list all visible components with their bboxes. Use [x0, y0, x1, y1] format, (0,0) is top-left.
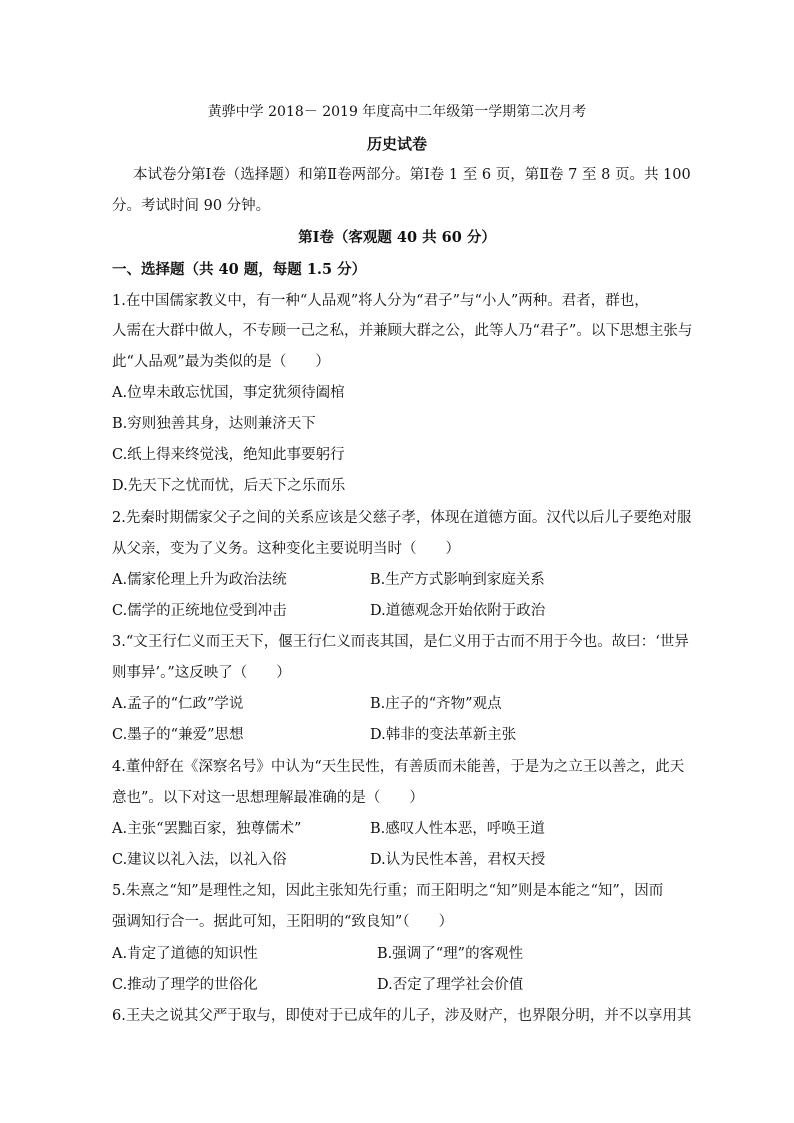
option-b: B.强调了“理”的客观性	[377, 946, 524, 962]
question-stem-line: 强调知行合一。据此可知，王阳明的“致良知”（ ）	[112, 914, 454, 930]
part-heading: 第Ⅰ卷（客观题 40 共 60 分）	[298, 229, 496, 246]
option-c: C.建议以礼入法，以礼入俗	[112, 852, 287, 868]
option-c: C.儒学的正统地位受到冲击	[112, 603, 287, 619]
option-a: A.孟子的“仁政”学说	[112, 696, 244, 712]
question-stem-line: 从父亲，变为了义务。这种变化主要说明当时（ ）	[112, 541, 460, 557]
option-b: B.穷则独善其身，达则兼济天下	[112, 416, 316, 432]
intro-line-2: 分。考试时间 90 分钟。	[112, 198, 271, 214]
question-stem-line: 3.“文王行仁义而王天下，偃王行仁义而丧其国，是仁义用于古而不用于今也。故曰：‘世异	[112, 634, 689, 650]
exam-title: 黄骅中学 2018－ 2019 年度高中二年级第一学期第二次月考	[207, 104, 587, 120]
option-d: D.否定了理学社会价值	[377, 977, 524, 993]
option-c: C.墨子的“兼爱”思想	[112, 727, 244, 743]
option-d: D.韩非的变法革新主张	[370, 727, 517, 743]
question-stem-line: 5.朱熹之“知”是理性之知，因此主张知先行重；而王阳明之“知”则是本能之“知”，因而	[112, 883, 664, 899]
option-a: A.主张“罢黜百家，独尊儒术”	[112, 821, 302, 837]
question-stem-line: 4.董仲舒在《深察名号》中认为“天生民性，有善质而未能善，于是为之立王以善之，此天	[112, 759, 685, 775]
question-stem-line: 人需在大群中做人，不专顾一己之私，并兼顾大群之公，此等人乃“君子”。以下思想主张与	[112, 323, 693, 339]
question-stem-line: 1.在中国儒家教义中，有一种“人品观”将人分为“君子”与“小人”两种。君者，群也，	[112, 293, 649, 309]
option-d: D.先天下之忧而忧，后天下之乐而乐	[112, 478, 346, 494]
option-b: B.感叹人性本恶，呼唤王道	[370, 821, 545, 837]
option-b: B.庄子的“齐物”观点	[370, 696, 502, 712]
subject-title: 历史试卷	[366, 135, 427, 153]
option-a: A.肯定了道德的知识性	[112, 946, 258, 962]
option-d: D.认为民性本善，君权天授	[370, 852, 546, 868]
option-b: B.生产方式影响到家庭关系	[370, 572, 545, 588]
question-stem-line: 意也”。以下对这一思想理解最准确的是（ ）	[112, 790, 424, 806]
option-a: A.儒家伦理上升为政治法统	[112, 572, 287, 588]
option-d: D.道德观念开始依附于政治	[370, 603, 546, 619]
intro-line-1: 本试卷分第Ⅰ卷（选择题）和第Ⅱ卷两部分。第Ⅰ卷 1 至 6 页，第Ⅱ卷 7 至 8 页。共 100	[133, 167, 691, 183]
option-c: C.推动了理学的世俗化	[112, 977, 258, 993]
question-stem-line: 则事异’。”这反映了（ ）	[112, 665, 291, 681]
option-a: A.位卑未敢忘忧国，事定犹须待阖棺	[112, 385, 345, 401]
option-c: C.纸上得来终觉浅，绝知此事要躬行	[112, 447, 345, 463]
question-stem-line: 6.王夫之说其父严于取与，即使对于已成年的儿子，涉及财产，也界限分明，并不以享用其	[112, 1008, 692, 1024]
section-heading: 一、选择题（共 40 题，每题 1.5 分）	[112, 261, 367, 278]
question-stem-line: 2.先秦时期儒家父子之间的关系应该是父慈子孝，体现在道德方面。汉代以后儿子要绝对服	[112, 510, 692, 526]
question-stem-line: 此“人品观”最为类似的是（ ）	[112, 354, 330, 370]
